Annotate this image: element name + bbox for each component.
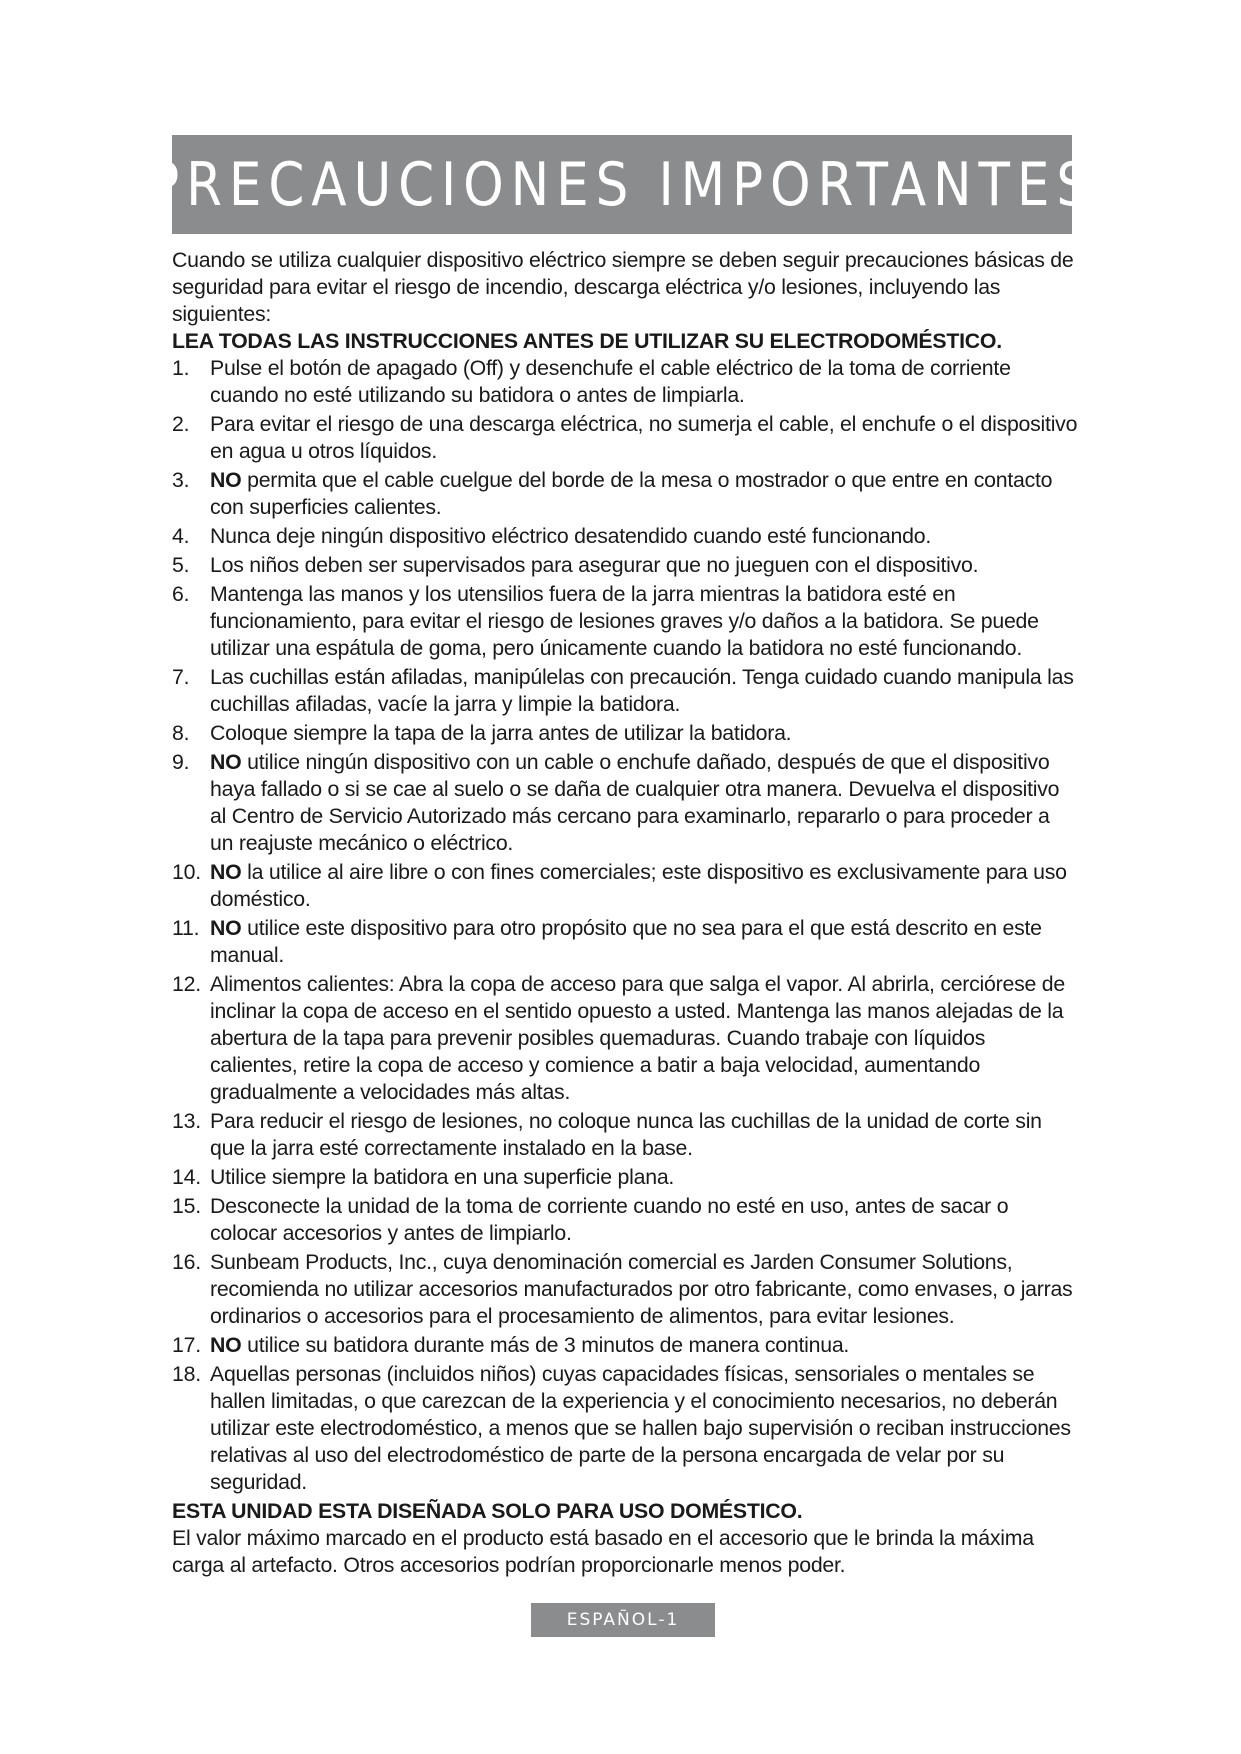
- list-item-text: Las cuchillas están afiladas, manipúlelas con precaución. Tenga cuidado cuando manipula las cuchillas afiladas, vacíe la jarra y limpie la batidora.: [210, 665, 1074, 716]
- list-item-text: Desconecte la unidad de la toma de corriente cuando no esté en uso, antes de sacar o colocar accesorios y antes de limpiarlo.: [210, 1194, 1009, 1245]
- list-item-number: 16.: [172, 1250, 201, 1274]
- list-item-text: Coloque siempre la tapa de la jarra antes de utilizar la batidora.: [210, 721, 792, 745]
- precaution-list: [172, 355, 1078, 1496]
- list-item: [172, 749, 1078, 857]
- list-item: [172, 1193, 1078, 1247]
- list-item-number: 18.: [172, 1362, 201, 1386]
- list-item-number: 11.: [172, 916, 200, 940]
- list-item-number: 13.: [172, 1109, 201, 1133]
- footer-note: El valor máximo marcado en el producto está basado en el accesorio que le brinda la máxima carga al artefacto. Otros accesorios podrían proporcionarle menos poder.: [172, 1526, 1034, 1577]
- list-item: [172, 915, 1078, 969]
- list-item: [172, 523, 1078, 550]
- list-item-number: 15.: [172, 1194, 201, 1218]
- list-item-text: Pulse el botón de apagado (Off) y desenchufe el cable eléctrico de la toma de corriente cuando no esté utilizando su batidora o antes de limpiarla.: [210, 356, 1011, 407]
- list-item-text: utilice su batidora durante más de 3 minutos de manera continua.: [241, 1333, 850, 1357]
- list-item: [172, 664, 1078, 718]
- list-item: [172, 411, 1078, 465]
- list-item-number: 5.: [172, 553, 190, 577]
- list-item-text: permita que el cable cuelgue del borde de la mesa o mostrador o que entre en contacto con superficies calientes.: [210, 468, 1053, 519]
- list-item-emphasis: NO: [210, 468, 242, 492]
- list-item: [172, 1108, 1078, 1162]
- list-item: [172, 1361, 1078, 1496]
- list-item-number: 12.: [172, 972, 201, 996]
- list-item: [172, 467, 1078, 521]
- content: [172, 247, 1078, 1579]
- list-item-number: 8.: [172, 721, 190, 745]
- list-item-number: 7.: [172, 665, 190, 689]
- list-item: [172, 581, 1078, 662]
- list-item: [172, 720, 1078, 747]
- list-item: [172, 552, 1078, 579]
- list-item-text: Para reducir el riesgo de lesiones, no coloque nunca las cuchillas de la unidad de corte sin que la jarra esté correctamente instalado en la base.: [210, 1109, 1042, 1160]
- list-item-text: Mantenga las manos y los utensilios fuera de la jarra mientras la batidora esté en funcionamiento, para evitar el riesgo de lesiones graves y/o daños a la batidora. Se puede utilizar una espátula de goma, pero únicamente cuando la batidora no esté funcionando.: [210, 582, 1039, 660]
- list-item-number: 1.: [172, 356, 190, 380]
- list-item-number: 2.: [172, 412, 190, 436]
- read-all-warning: LEA TODAS LAS INSTRUCCIONES ANTES DE UTILIZAR SU ELECTRODOMÉSTICO.: [172, 329, 1002, 353]
- list-item-number: 14.: [172, 1165, 201, 1189]
- list-item: [172, 1332, 1078, 1359]
- list-item-text: Alimentos calientes: Abra la copa de acceso para que salga el vapor. Al abrirla, cerciórese de inclinar la copa de acceso en el sentido opuesto a usted. Mantenga las manos alejadas de la abertura de la tapa para prevenir posibles quemaduras. Cuando trabaje con líquidos calientes, retire la copa de acceso y comience a batir a baja velocidad, aumentando gradualmente a velocidades más altas.: [210, 972, 1065, 1104]
- page-number-tab: [531, 1603, 715, 1637]
- page-number-label: ESPAÑOL-1: [566, 1610, 680, 1630]
- list-item-number: 3.: [172, 468, 190, 492]
- list-item: [172, 355, 1078, 409]
- household-only-notice: ESTA UNIDAD ESTA DISEÑADA SOLO PARA USO DOMÉSTICO.: [172, 1499, 803, 1523]
- list-item-number: 4.: [172, 524, 190, 548]
- list-item-emphasis: NO: [210, 750, 242, 774]
- list-item-number: 17.: [172, 1333, 201, 1357]
- list-item-number: 10.: [172, 860, 201, 884]
- list-item-emphasis: NO: [210, 1333, 242, 1357]
- list-item-text: utilice ningún dispositivo con un cable o enchufe dañado, después de que el dispositivo haya fallado o si se cae al suelo o se daña de cualquier otra manera. Devuelva el dispositivo al Centro de Servicio Autorizado más cercano para examinarlo, repararlo o para proceder a un reajuste mecánico o eléctrico.: [210, 750, 1060, 855]
- list-item-text: Aquellas personas (incluidos niños) cuyas capacidades físicas, sensoriales o mentales se hallen limitadas, o que carezcan de la experiencia y el conocimiento necesarios, no deberán utilizar este electrodoméstico, a menos que se hallen bajo supervisión o reciban instrucciones relativas al uso del electrodoméstico de parte de la persona encargada de velar por su seguridad.: [210, 1362, 1071, 1494]
- list-item-text: Utilice siempre la batidora en una superficie plana.: [210, 1165, 675, 1189]
- list-item: [172, 1164, 1078, 1191]
- list-item-text: Para evitar el riesgo de una descarga eléctrica, no sumerja el cable, el enchufe o el dispositivo en agua u otros líquidos.: [210, 412, 1078, 463]
- list-item: [172, 1249, 1078, 1330]
- list-item-emphasis: NO: [210, 860, 242, 884]
- list-item: [172, 971, 1078, 1106]
- list-item: [172, 859, 1078, 913]
- list-item-text: utilice este dispositivo para otro propósito que no sea para el que está descrito en este manual.: [210, 916, 1042, 967]
- page-title: PRECAUCIONES IMPORTANTES: [148, 149, 1096, 220]
- list-item-text: la utilice al aire libre o con fines comerciales; este dispositivo es exclusivamente para uso doméstico.: [210, 860, 1067, 911]
- list-item-number: 6.: [172, 582, 190, 606]
- title-banner: [148, 135, 1096, 234]
- list-item-text: Sunbeam Products, Inc., cuya denominación comercial es Jarden Consumer Solutions, recomienda no utilizar accesorios manufacturados por otro fabricante, como envases, o jarras ordinarios o accesorios para el procesamiento de alimentos, para evitar lesiones.: [210, 1250, 1073, 1328]
- list-item-number: 9.: [172, 750, 190, 774]
- intro-paragraph: Cuando se utiliza cualquier dispositivo eléctrico siempre se deben seguir precauciones básicas de seguridad para evitar el riesgo de incendio, descarga eléctrica y/o lesiones, incluyendo las siguientes:: [172, 248, 1074, 326]
- list-item-text: Nunca deje ningún dispositivo eléctrico desatendido cuando esté funcionando.: [210, 524, 931, 548]
- list-item-emphasis: NO: [210, 916, 242, 940]
- list-item-text: Los niños deben ser supervisados para asegurar que no jueguen con el dispositivo.: [210, 553, 979, 577]
